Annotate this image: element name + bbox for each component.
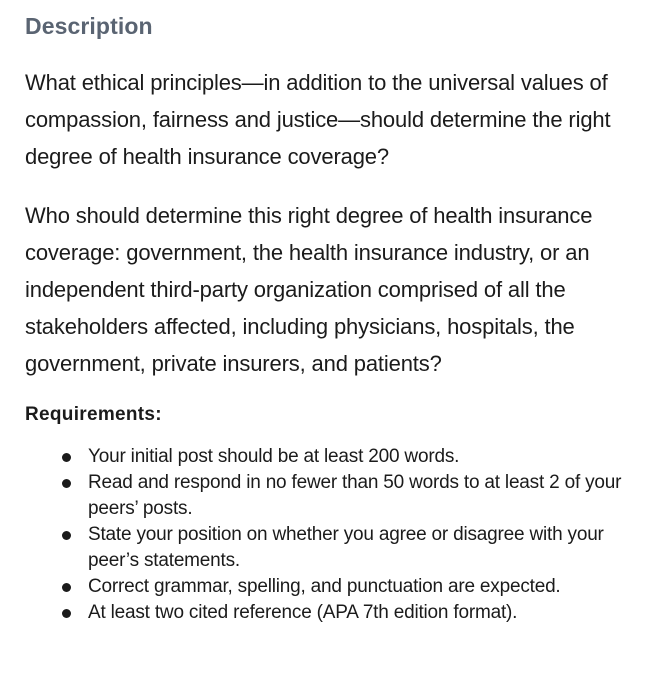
bullet-icon bbox=[62, 609, 71, 618]
bullet-icon bbox=[62, 583, 71, 592]
requirement-item bbox=[62, 574, 641, 600]
description-paragraph-1: What ethical principles—in addition to the universal values of compassion, fairness and justice—should determine the right degree of health insurance coverage? bbox=[25, 70, 611, 169]
bullet-icon bbox=[62, 479, 71, 488]
requirement-text: At least two cited reference (APA 7th edition format). bbox=[88, 602, 518, 623]
bullet-icon bbox=[62, 453, 71, 462]
bullet-icon bbox=[62, 531, 71, 540]
requirement-text: State your position on whether you agree or disagree with your peer’s statements. bbox=[88, 524, 604, 571]
requirements-heading: Requirements: bbox=[25, 404, 162, 425]
requirement-item bbox=[62, 600, 641, 626]
section-title: Description bbox=[25, 13, 153, 39]
requirements-list bbox=[24, 444, 641, 626]
description-paragraph-2: Who should determine this right degree of health insurance coverage: government, the health insurance industry, or an independent third-party organization comprised of all the stakeholders affected, including physicians, hospitals, the government, private insurers, and patients? bbox=[25, 203, 593, 376]
requirement-text: Read and respond in no fewer than 50 words to at least 2 of your peers’ posts. bbox=[88, 472, 622, 519]
requirement-text: Your initial post should be at least 200 words. bbox=[88, 446, 460, 467]
requirement-item bbox=[62, 444, 641, 470]
requirement-item bbox=[62, 522, 641, 574]
requirement-item bbox=[62, 470, 641, 522]
requirement-text: Correct grammar, spelling, and punctuation are expected. bbox=[88, 576, 561, 597]
